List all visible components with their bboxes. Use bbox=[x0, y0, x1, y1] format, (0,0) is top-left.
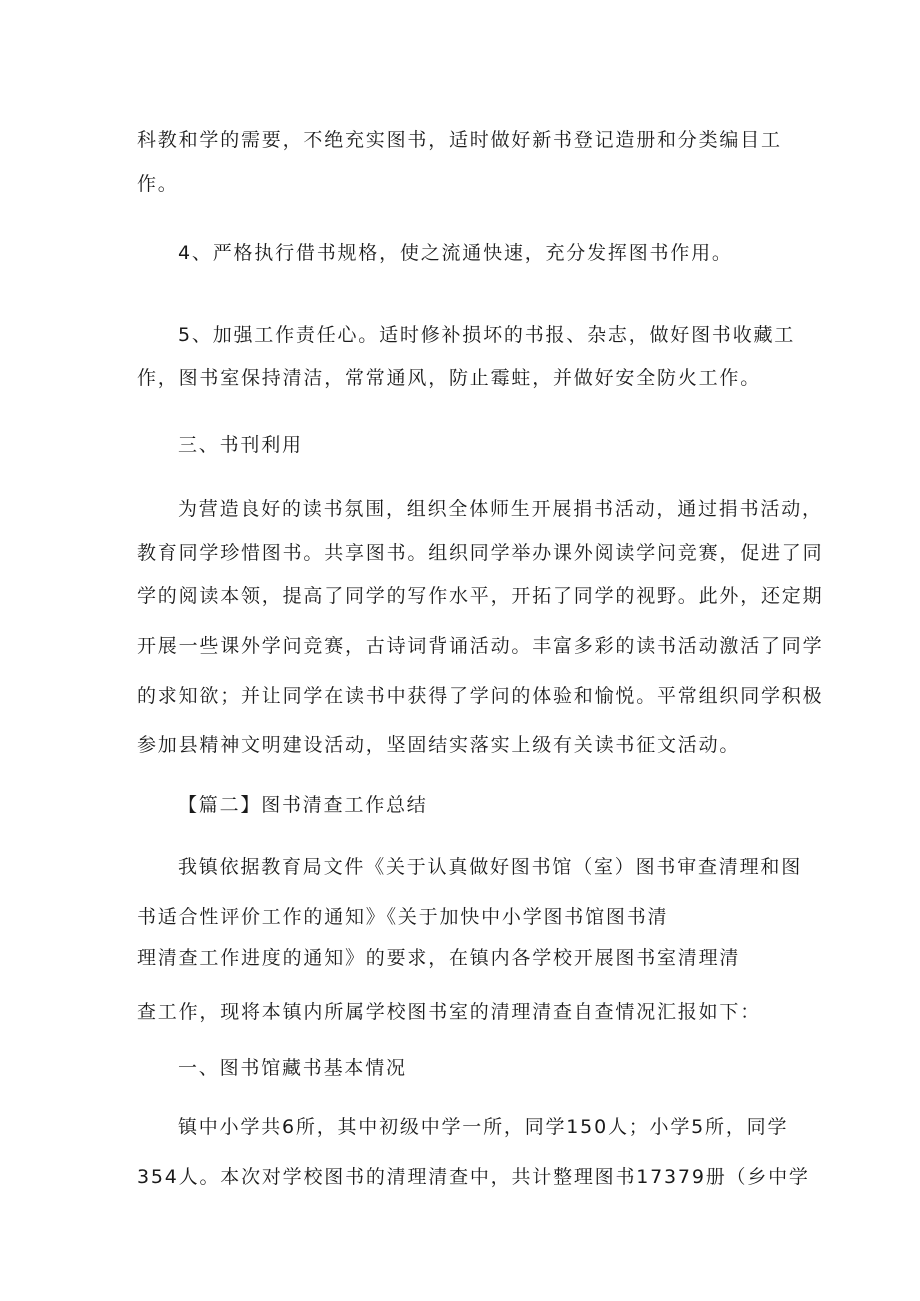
text-line: 查工作，现将本镇内所属学校图书室的清理清查自查情况汇报如下： bbox=[137, 1001, 762, 1023]
text-line: 学的阅读本领，提高了同学的写作水平，开拓了同学的视野。此外，还定期 bbox=[137, 585, 824, 607]
text-line: 理清查工作进度的通知》的要求，在镇内各学校开展图书室清理清 bbox=[137, 947, 741, 969]
text-line: 我镇依据教育局文件《关于认真做好图书馆（室）图书审查清理和图 bbox=[178, 856, 803, 878]
text-line: 354人。本次对学校图书的清理清查中，共计整理图书17379册（乡中学 bbox=[137, 1166, 810, 1188]
text-line: 的求知欲；并让同学在读书中获得了学问的体验和愉悦。平常组织同学积极 bbox=[137, 685, 824, 707]
text-line: 书适合性评价工作的通知》《关于加快中小学图书馆图书清 bbox=[137, 906, 669, 928]
list-item: 5、加强工作责任心。适时修补损坏的书报、杂志，做好图书收藏工 bbox=[178, 324, 796, 346]
text-line: 作。 bbox=[137, 173, 179, 195]
text-line: 作，图书室保持清洁，常常通风，防止霉蛀，并做好安全防火工作。 bbox=[137, 367, 762, 389]
text-line: 科教和学的需要，不绝充实图书，适时做好新书登记造册和分类编目工 bbox=[137, 129, 782, 151]
text-line: 镇中小学共6所，其中初级中学一所，同学150人；小学5所，同学 bbox=[178, 1116, 789, 1138]
text-line: 教育同学珍惜图书。共享图书。组织同学举办课外阅读学问竞赛，促进了同 bbox=[137, 542, 824, 564]
text-line: 开展一些课外学问竞赛，古诗词背诵活动。丰富多彩的读书活动激活了同学 bbox=[137, 635, 824, 657]
article-heading: 【篇二】图书清查工作总结 bbox=[178, 794, 428, 816]
section-heading: 三、书刊利用 bbox=[178, 434, 303, 456]
section-heading: 一、图书馆藏书基本情况 bbox=[178, 1057, 407, 1079]
text-line: 为营造良好的读书氛围，组织全体师生开展捐书活动，通过捐书活动， bbox=[178, 498, 823, 520]
list-item: 4、严格执行借书规格，使之流通快速，充分发挥图书作用。 bbox=[178, 242, 733, 264]
text-line: 参加县精神文明建设活动，坚固结实落实上级有关读书征文活动。 bbox=[137, 734, 741, 756]
